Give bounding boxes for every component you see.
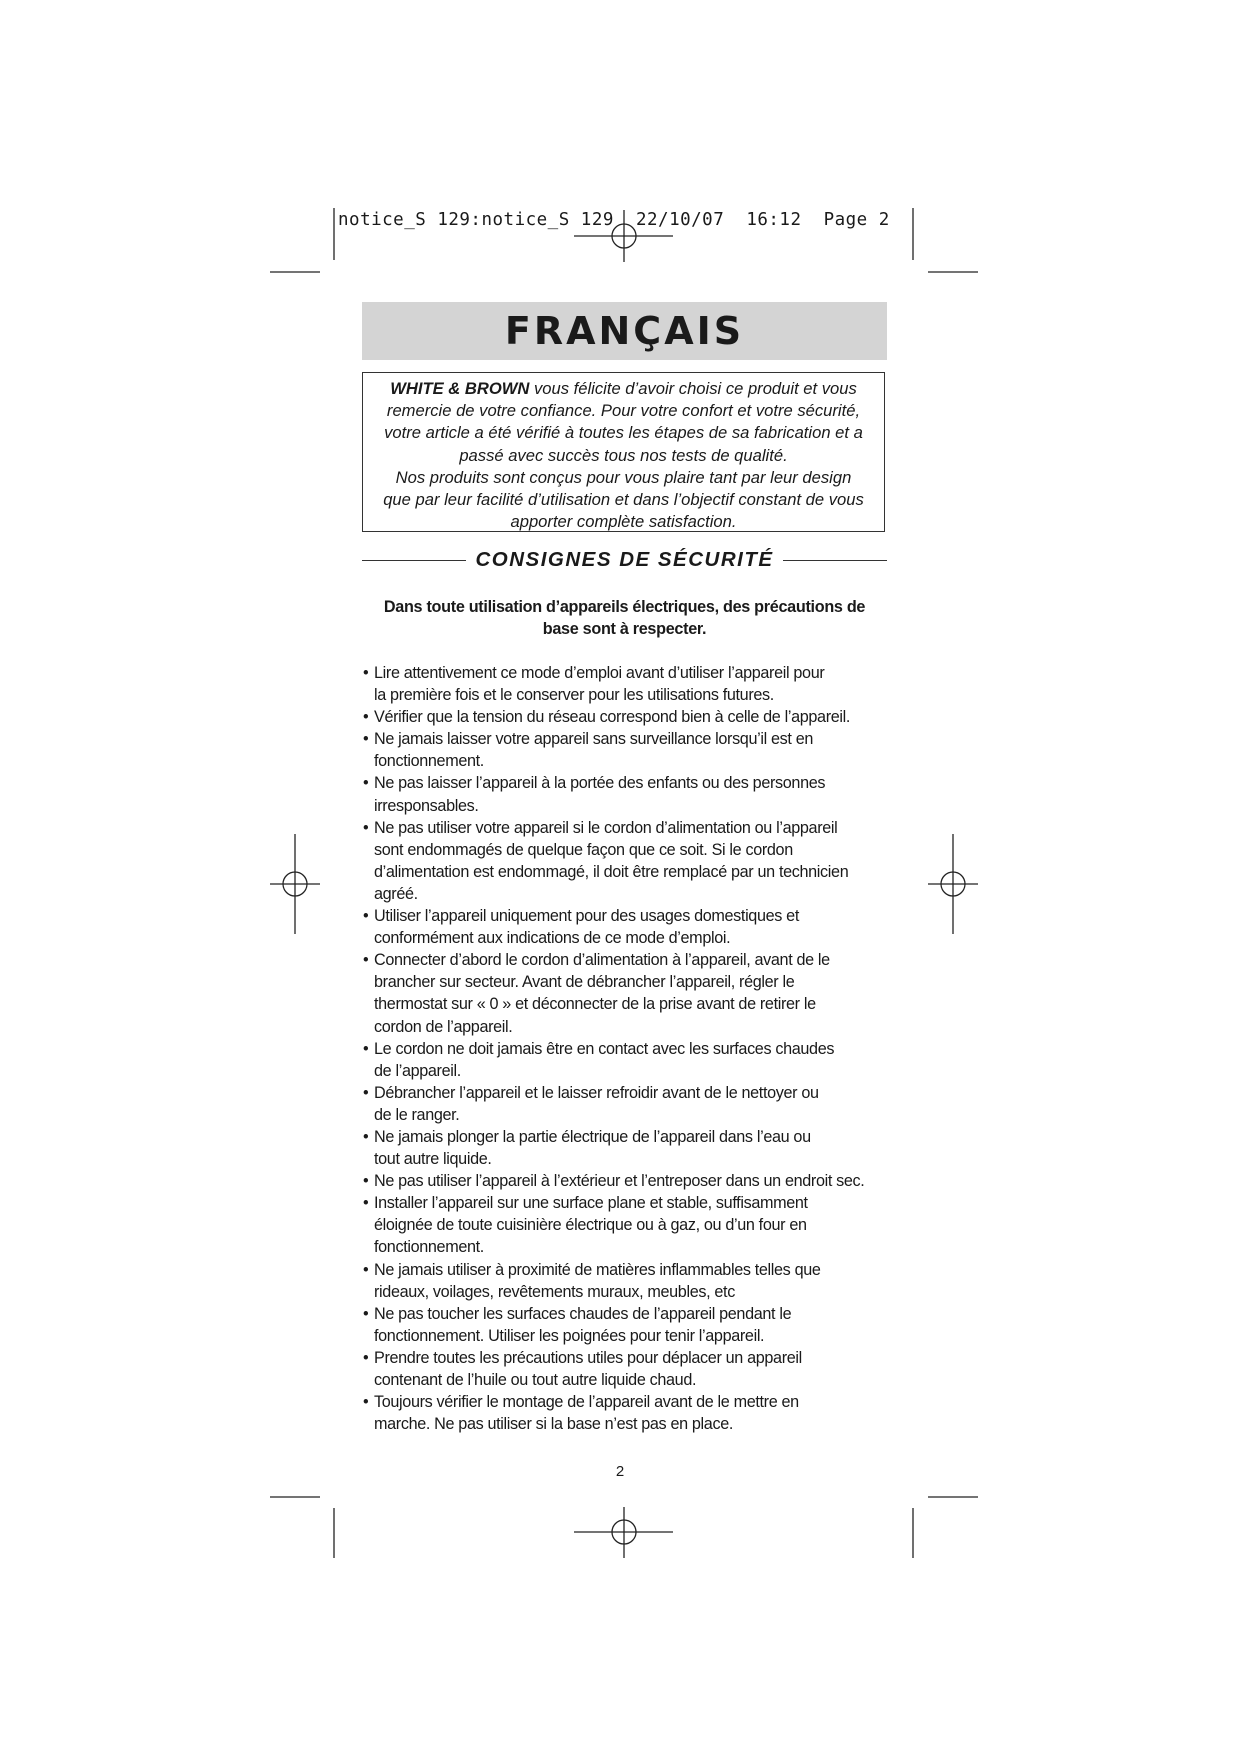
safety-instruction-item [363, 1170, 893, 1192]
safety-instruction-item [363, 905, 893, 949]
safety-instruction-item [363, 1259, 893, 1303]
safety-instruction-text: Le cordon ne doit jamais être en contact avec les surfaces chaudes [374, 1039, 835, 1058]
language-title: FRANÇAIS [504, 309, 745, 353]
safety-instruction-text: Toujours vérifier le montage de l’appareil avant de le mettre en [374, 1393, 799, 1412]
safety-instruction-item [363, 1126, 893, 1170]
intro-line [373, 378, 874, 400]
bullet-marker: • [363, 818, 369, 837]
intro-line: que par leur facilité d’utilisation et dans l’objectif constant de vous [383, 490, 864, 510]
safety-instructions-list [363, 662, 893, 1435]
safety-instruction-item [363, 1303, 893, 1347]
safety-instruction-text: rideaux, voilages, revêtements muraux, meubles, etc [374, 1282, 735, 1301]
safety-instruction-text: Connecter d’abord le cordon d’alimentation à l’appareil, avant de le [374, 951, 830, 970]
section-heading: CONSIGNES DE SÉCURITÉ [475, 548, 774, 571]
safety-instruction-text: Vérifier que la tension du réseau correspond bien à celle de l’appareil. [374, 708, 851, 727]
print-slug: notice_S 129:notice_S 129 22/10/07 16:12 Page 2 [338, 210, 890, 230]
intro-line: apporter complète satisfaction. [510, 512, 737, 532]
intro-text: vous félicite d’avoir choisi ce produit et vous [529, 379, 857, 398]
bullet-marker: • [363, 1393, 369, 1412]
bullet-marker: • [363, 730, 369, 749]
bullet-marker: • [363, 1172, 369, 1191]
safety-instruction-text: brancher sur secteur. Avant de débrancher l’appareil, régler le [374, 973, 795, 992]
safety-instruction-text: conformément aux indications de ce mode d’emploi. [374, 929, 731, 948]
safety-instruction-item [363, 706, 893, 728]
bullet-marker: • [363, 1348, 369, 1367]
intro-line: remercie de votre confiance. Pour votre confort et votre sécurité, [386, 401, 861, 421]
intro-box [362, 372, 885, 532]
safety-instruction-item [363, 662, 893, 706]
safety-instruction-item [363, 1192, 893, 1258]
safety-instruction-text: Ne pas toucher les surfaces chaudes de l’appareil pendant le [374, 1304, 792, 1323]
safety-intro-line: Dans toute utilisation d’appareils électriques, des précautions de [383, 598, 866, 616]
safety-instruction-item [363, 1038, 893, 1082]
safety-instruction-text: fonctionnement. [374, 752, 484, 771]
safety-instruction-text: Utiliser l’appareil uniquement pour des usages domestiques et [374, 907, 799, 926]
bullet-marker: • [363, 1260, 369, 1279]
safety-instruction-text: cordon de l’appareil. [374, 1017, 513, 1036]
safety-instruction-text: irresponsables. [374, 796, 479, 815]
safety-instruction-item [363, 772, 893, 816]
safety-instruction-text: Installer l’appareil sur une surface plane et stable, suffisamment [374, 1194, 808, 1213]
bullet-marker: • [363, 774, 369, 793]
safety-intro [362, 596, 887, 640]
language-title-band [362, 302, 887, 360]
safety-instruction-item [363, 1391, 893, 1435]
safety-instruction-text: thermostat sur « 0 » et déconnecter de la prise avant de retirer le [374, 995, 816, 1014]
safety-instruction-text: de le ranger. [374, 1105, 460, 1124]
safety-instruction-text: d’alimentation est endommagé, il doit être remplacé par un technicien [374, 862, 849, 881]
page-number: 2 [615, 1463, 625, 1480]
safety-instruction-item [363, 1347, 893, 1391]
bullet-marker: • [363, 664, 369, 682]
intro-line: Nos produits sont conçus pour vous plaire tant par leur design [395, 467, 852, 487]
intro-line: passé avec succès tous nos tests de qualité. [459, 445, 788, 465]
bullet-marker: • [363, 1127, 369, 1146]
section-heading-row [362, 545, 887, 575]
bullet-marker: • [363, 708, 369, 727]
safety-intro-line: base sont à respecter. [542, 620, 707, 638]
safety-instruction-text: fonctionnement. [374, 1238, 484, 1257]
safety-instruction-text: éloignée de toute cuisinière électrique ou à gaz, ou d’un four en [374, 1216, 807, 1235]
safety-instruction-text: Ne jamais utiliser à proximité de matières inflammables telles que [374, 1260, 821, 1279]
safety-instruction-text: Ne pas utiliser votre appareil si le cordon d’alimentation ou l’appareil [374, 818, 838, 837]
safety-instruction-text: sont endommagés de quelque façon que ce soit. Si le cordon [374, 840, 793, 859]
safety-instruction-text: agréé. [374, 884, 418, 903]
safety-instruction-text: Ne pas utiliser l’appareil à l’extérieur et l’entreposer dans un endroit sec. [374, 1172, 865, 1191]
brand-name: WHITE & BROWN [390, 379, 530, 398]
safety-instruction-text: Lire attentivement ce mode d’emploi avant d’utiliser l’appareil pour [374, 664, 825, 682]
safety-instruction-item [363, 1082, 893, 1126]
safety-instruction-text: Prendre toutes les précautions utiles pour déplacer un appareil [374, 1348, 802, 1367]
bullet-marker: • [363, 1039, 369, 1058]
bullet-marker: • [363, 1194, 369, 1213]
safety-instruction-text: Ne jamais plonger la partie électrique de l’appareil dans l’eau ou [374, 1127, 811, 1146]
safety-instruction-text: Débrancher l’appareil et le laisser refroidir avant de le nettoyer ou [374, 1083, 819, 1102]
safety-instruction-text: tout autre liquide. [374, 1150, 492, 1169]
safety-instruction-item [363, 949, 893, 1037]
heading-rule-right [783, 560, 887, 561]
safety-instruction-item [363, 728, 893, 772]
bullet-marker: • [363, 907, 369, 926]
safety-instruction-text: Ne jamais laisser votre appareil sans surveillance lorsqu’il est en [374, 730, 814, 749]
safety-instruction-item [363, 817, 893, 905]
safety-instruction-text: fonctionnement. Utiliser les poignées pour tenir l’appareil. [374, 1326, 765, 1345]
bullet-marker: • [363, 951, 369, 970]
safety-instruction-text: la première fois et le conserver pour les utilisations futures. [374, 686, 774, 705]
bullet-marker: • [363, 1083, 369, 1102]
heading-rule-left [362, 560, 466, 561]
safety-instruction-text: contenant de l’huile ou tout autre liquide chaud. [374, 1371, 697, 1389]
intro-line: votre article a été vérifié à toutes les étapes de sa fabrication et a [384, 423, 863, 443]
bullet-marker: • [363, 1304, 369, 1323]
safety-instruction-text: de l’appareil. [374, 1061, 461, 1080]
safety-instruction-text: Ne pas laisser l’appareil à la portée des enfants ou des personnes [374, 774, 826, 793]
safety-instruction-text: marche. Ne pas utiliser si la base n’est pas en place. [374, 1415, 734, 1434]
